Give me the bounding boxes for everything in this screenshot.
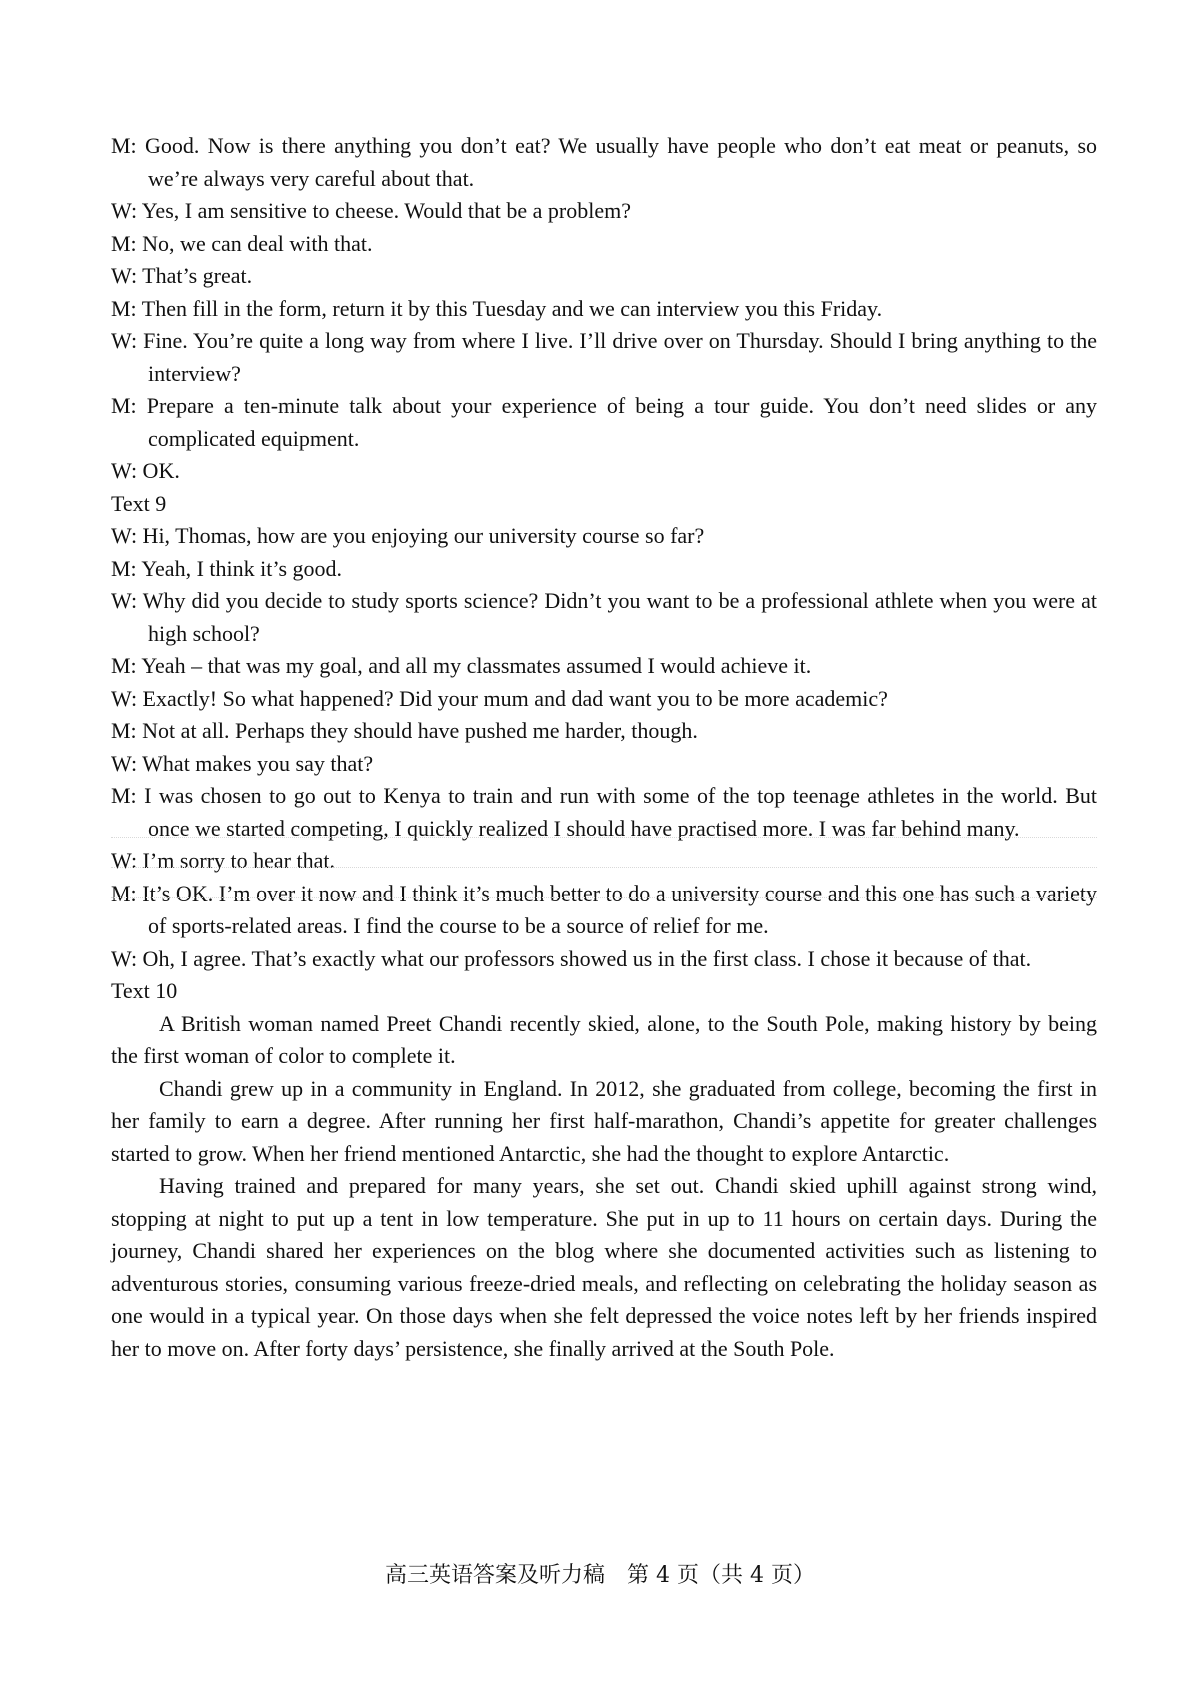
dialogue-line: W: I’m sorry to hear that. [111, 848, 335, 873]
dialogue-line: W: Yes, I am sensitive to cheese. Would that be a problem? [111, 198, 631, 223]
dialogue-line: W: That’s great. [111, 263, 253, 288]
text10-paragraph: A British woman named Preet Chandi recently skied, alone, to the South Pole, making history by being the first woman of color to complete it. [111, 1010, 1097, 1068]
dialogue-line: M: Yeah – that was my goal, and all my classmates assumed I would achieve it. [111, 653, 812, 678]
dialogue-line: W: OK. [111, 458, 180, 483]
dialogue-line: M: I was chosen to go out to Kenya to train and run with some of the top teenage athletes in the world. But once we started competing, I quickly realized I should have practised more. I was far behind many. [111, 783, 1097, 841]
faint-dotted-rule [111, 867, 1097, 868]
dialogue-line: M: Prepare a ten-minute talk about your experience of being a tour guide. You don’t need slides or any complicated equipment. [111, 393, 1097, 451]
dialogue-line: W: What makes you say that? [111, 750, 374, 776]
text9-heading: Text 9 [111, 490, 167, 516]
text10-paragraph: Having trained and prepared for many years, she set out. Chandi skied uphill against strong wind, stopping at night to put up a tent in low temperature. She put in up to 11 hours on certain days. During the journey, Chandi shared her experiences on the blog where she documented activities such as listening to adventurous stories, consuming various freeze-dried meals, and reflecting on celebrating the holiday season as one would in a typical year. On those days when she felt depressed the voice notes left by her friends inspired her to move on. After forty days’ persistence, she finally arrived at the South Pole. [111, 1173, 1097, 1361]
dialogue-line: M: Not at all. Perhaps they should have pushed me harder, though. [111, 718, 698, 743]
dialogue-line: M: It’s OK. I’m over it now and I think it’s much better to do a university course and this one has such a variety of sports-related areas. I find the course to be a source of relief for me. [111, 880, 1097, 938]
page-footer: 高三英语答案及听力稿 第 4 页（共 4 页） [385, 1563, 815, 1588]
faint-dotted-rule [111, 897, 1097, 898]
transcript-body [111, 130, 1097, 1365]
faint-dotted-rule [111, 837, 1097, 838]
dialogue-line: W: Why did you decide to study sports science? Didn’t you want to be a professional athlete when you were at high school? [111, 588, 1097, 646]
dialogue-line: M: No, we can deal with that. [111, 230, 373, 256]
text10-paragraph: Chandi grew up in a community in England. In 2012, she graduated from college, becoming the first in her family to earn a degree. After running her first half-marathon, Chandi’s appetite for greater challenges started to grow. When her friend mentioned Antarctic, she had the thought to explore Antarctic. [111, 1075, 1097, 1166]
dialogue-line: M: Yeah, I think it’s good. [111, 555, 343, 581]
dialogue-line: W: Fine. You’re quite a long way from where I live. I’ll drive over on Thursday. Should I bring anything to the interview? [111, 328, 1097, 386]
dialogue-line: W: Exactly! So what happened? Did your mum and dad want you to be more academic? [111, 685, 888, 711]
dialogue-line: W: Oh, I agree. That’s exactly what our professors showed us in the first class. I chose it because of that. [111, 945, 1032, 971]
dialogue-line: W: Hi, Thomas, how are you enjoying our university course so far? [111, 523, 705, 548]
dialogue-line: M: Good. Now is there anything you don’t eat? We usually have people who don’t eat meat or peanuts, so we’re always very careful about that. [111, 133, 1097, 191]
text10-heading: Text 10 [111, 978, 178, 1003]
dialogue-line: M: Then fill in the form, return it by this Tuesday and we can interview you this Friday. [111, 295, 883, 321]
